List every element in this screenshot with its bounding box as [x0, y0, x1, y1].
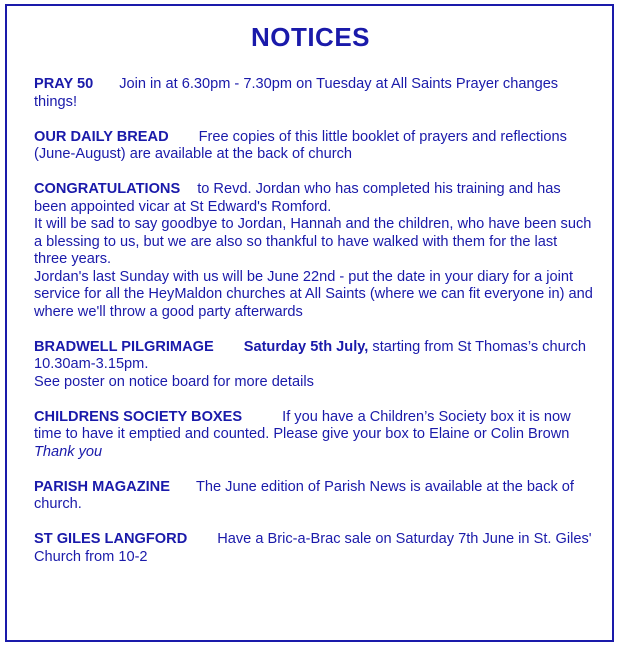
- notice-paragraph: [34, 409, 594, 462]
- notice-paragraph: See poster on notice board for more details: [34, 373, 314, 390]
- notice-text: Free copies of this little booklet of prayers and reflections (June-August) are available at the back of church: [34, 128, 567, 162]
- notice-our-daily-bread: [34, 129, 594, 164]
- notice-text: The June edition of Parish News is available at the back of church.: [34, 478, 574, 512]
- notice-st-giles-langford: [34, 531, 594, 566]
- notice-paragraph: [34, 76, 594, 111]
- notice-paragraph: [34, 339, 594, 374]
- notices-list: [34, 76, 594, 584]
- notice-paragraph: [34, 181, 594, 216]
- notice-heading: PRAY 50: [34, 76, 94, 92]
- notice-text: Join in at 6.30pm - 7.30pm on Tuesday at All Saints Prayer changes things!: [34, 76, 559, 110]
- notice-heading: CHILDRENS SOCIETY BOXES: [34, 408, 243, 425]
- notice-heading: BRADWELL PILGRIMAGE: [34, 338, 214, 355]
- notice-text: If you have a Children’s Society box it is now time to have it emptied and counted. Please give your box to Elaine or Colin Brown: [34, 408, 571, 442]
- notice-heading: ST GILES LANGFORD: [34, 531, 188, 547]
- notice-thanks: Thank you: [34, 443, 103, 460]
- notice-parish-magazine: [34, 479, 594, 514]
- notice-heading: PARISH MAGAZINE: [34, 478, 170, 495]
- notice-heading: CONGRATULATIONS: [34, 181, 181, 197]
- notice-paragraph: Jordan's last Sunday with us will be June 22nd - put the date in your diary for a joint service for all the HeyMaldon churches at All Saints (where we can fit everyone in) and where we'll throw a good party afterwards: [34, 268, 593, 320]
- notice-pray-50: [34, 76, 594, 111]
- notice-bradwell-pilgrimage: [34, 339, 594, 392]
- notice-paragraph: [34, 531, 594, 566]
- page-title: NOTICES: [250, 22, 371, 52]
- notice-paragraph: [34, 479, 594, 514]
- notice-text: starting from St Thomas’s church 10.30am-3.15pm.: [34, 338, 586, 372]
- notice-text: to Revd. Jordan who has completed his training and has been appointed vicar at St Edward's Romford.: [34, 181, 561, 215]
- notice-heading: OUR DAILY BREAD: [34, 128, 169, 145]
- notice-date: Saturday 5th July,: [243, 338, 369, 355]
- notice-congratulations: [34, 181, 594, 321]
- notice-paragraph: [34, 129, 594, 164]
- notice-childrens-society-boxes: [34, 409, 594, 462]
- notice-paragraph: It will be sad to say goodbye to Jordan, Hannah and the children, who have been such a blessing to us, but we are also so thankful to have walked with them for the last three years.: [34, 216, 592, 267]
- notice-text: Have a Bric-a-Brac sale on Saturday 7th June in St. Giles' Church from 10-2: [34, 531, 592, 565]
